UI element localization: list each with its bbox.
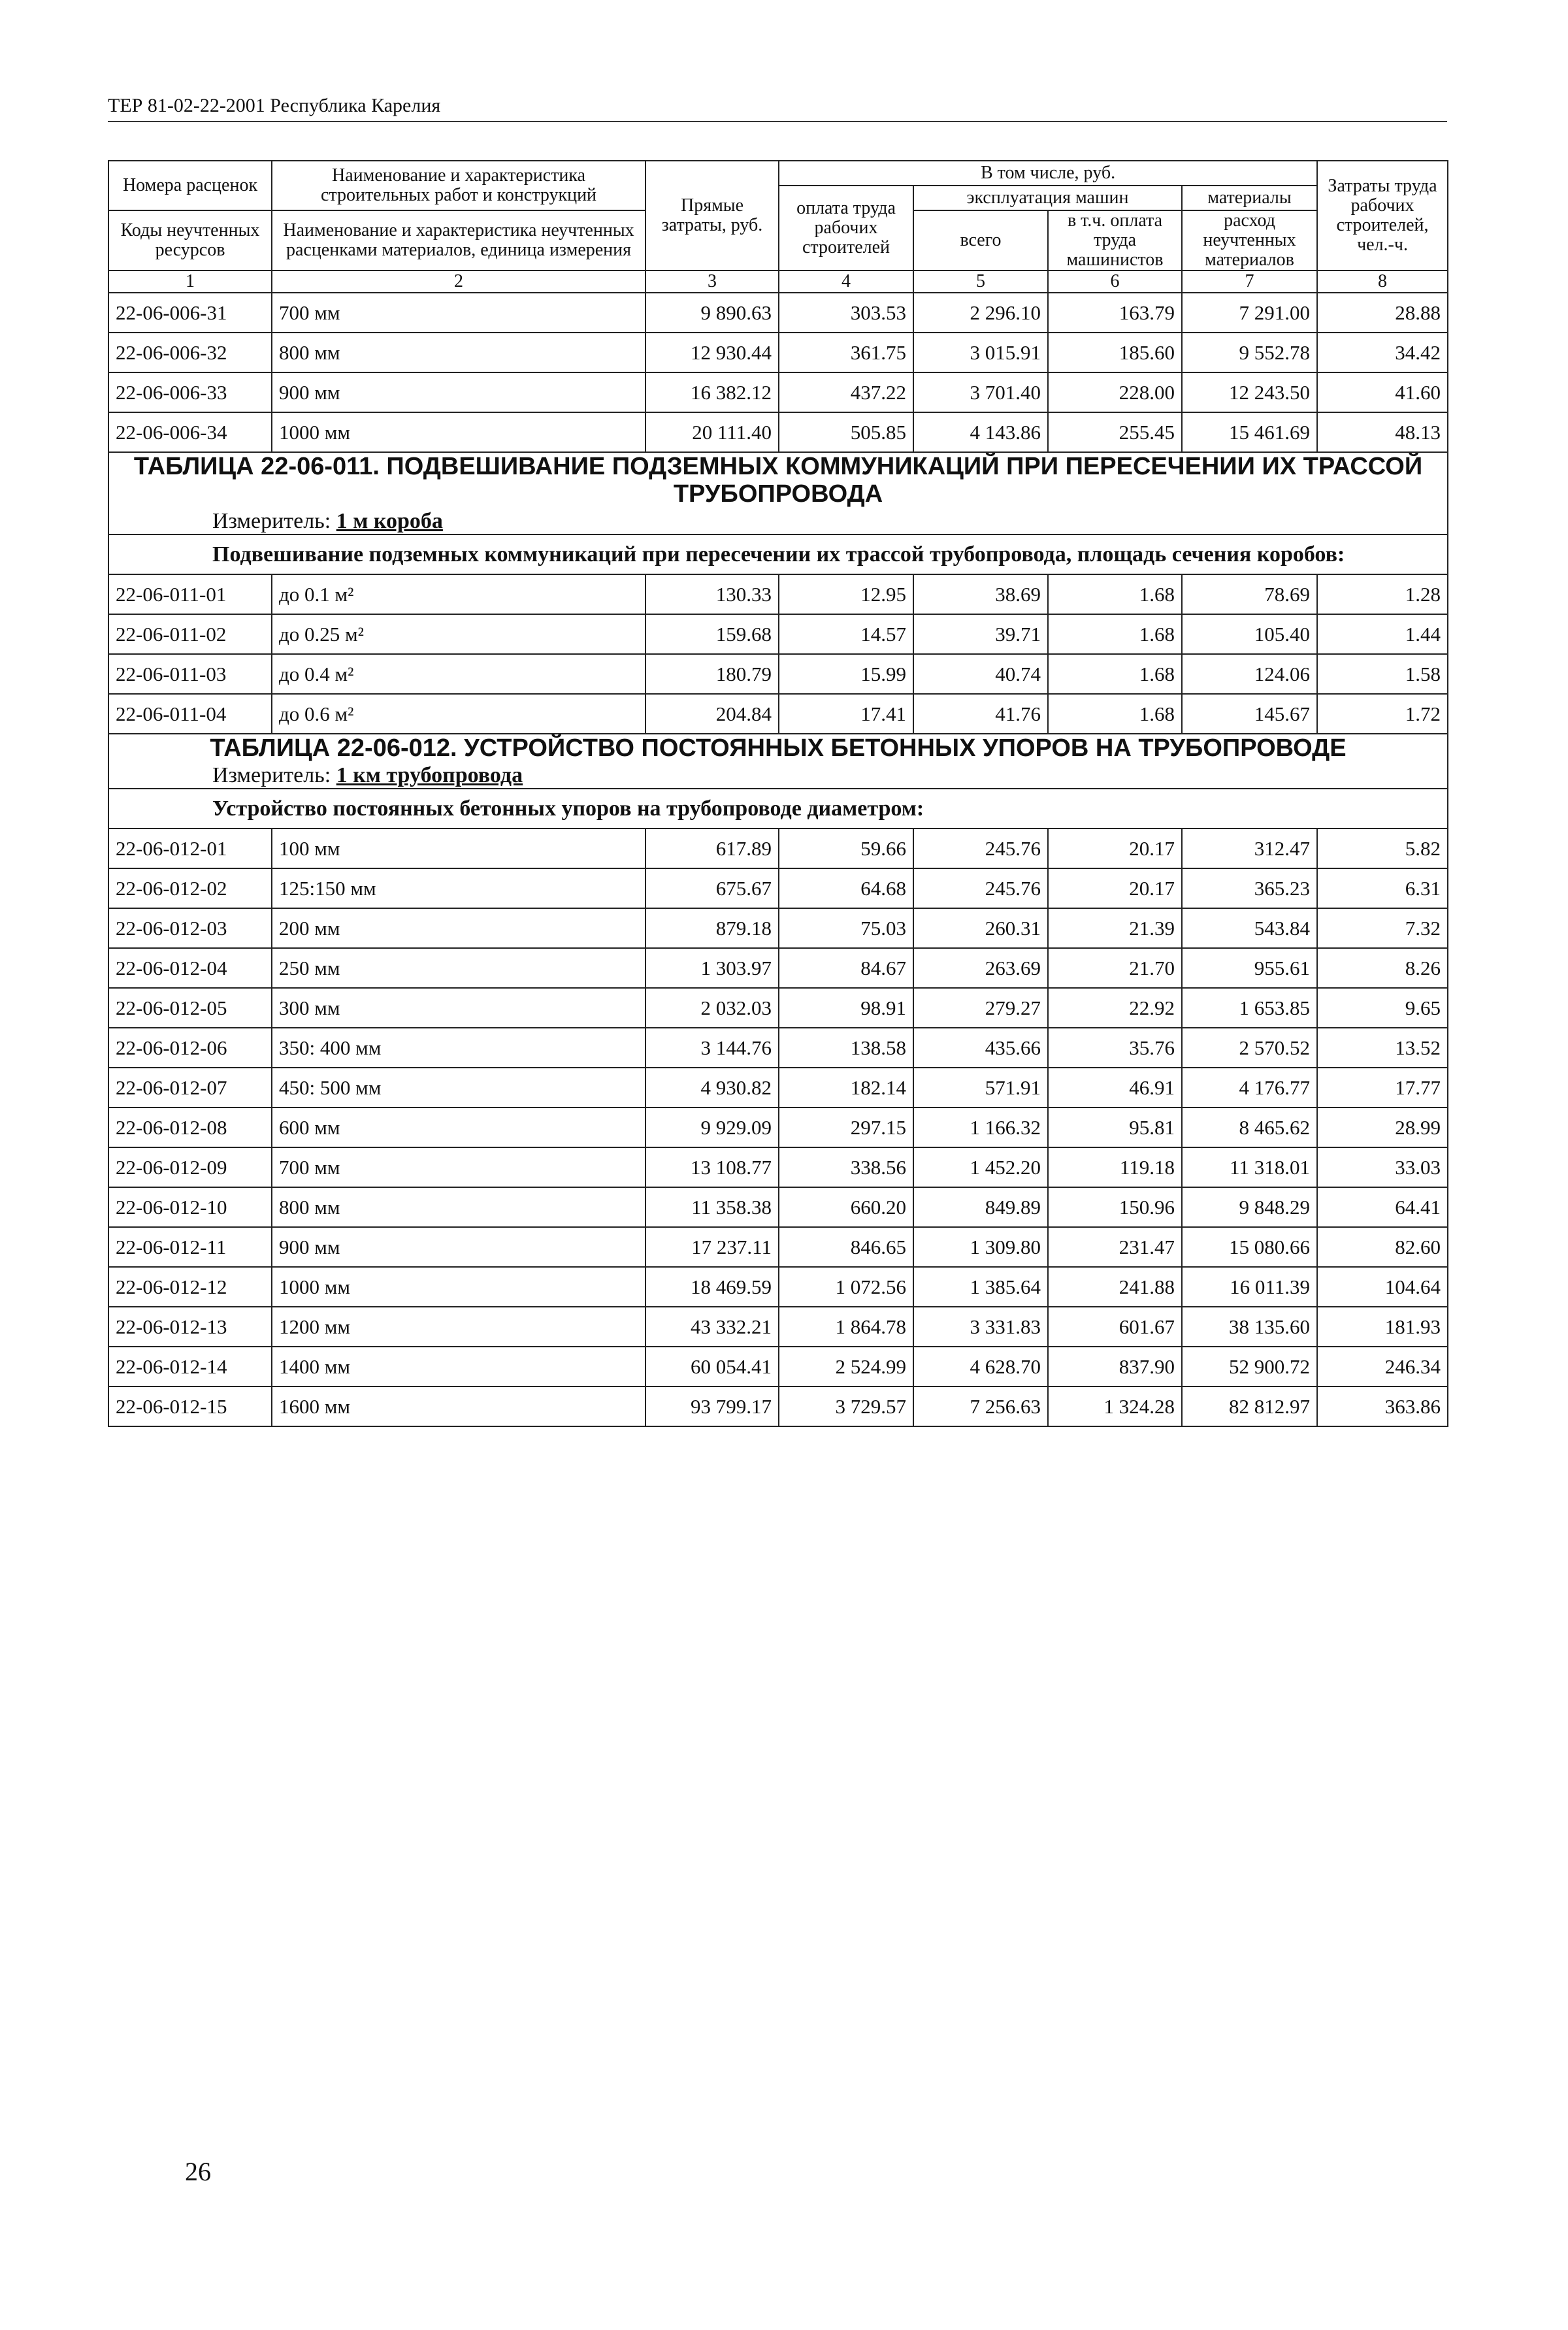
table-row (108, 1307, 1448, 1347)
labor-hours: 13.52 (1317, 1028, 1448, 1068)
rate-code: 22-06-012-03 (108, 908, 272, 948)
column-number: 5 (913, 271, 1048, 293)
labor-pay: 64.68 (779, 868, 913, 908)
materials: 2 570.52 (1182, 1028, 1317, 1068)
direct-costs: 60 054.41 (645, 1347, 779, 1387)
labor-pay: 14.57 (779, 614, 913, 654)
unit-label: Измеритель: (212, 763, 331, 787)
direct-costs: 204.84 (645, 694, 779, 734)
labor-hours: 7.32 (1317, 908, 1448, 948)
labor-hours: 1.28 (1317, 574, 1448, 614)
direct-costs: 9 890.63 (645, 293, 779, 333)
labor-hours: 363.86 (1317, 1387, 1448, 1426)
materials: 312.47 (1182, 829, 1317, 868)
header-labor-costs: Затраты труда рабочих строителей, чел.-ч. (1317, 161, 1448, 271)
page-number: 26 (185, 2157, 211, 2186)
column-number: 6 (1048, 271, 1182, 293)
labor-pay: 1 864.78 (779, 1307, 913, 1347)
labor-pay: 12.95 (779, 574, 913, 614)
materials: 8 465.62 (1182, 1108, 1317, 1147)
labor-hours: 181.93 (1317, 1307, 1448, 1347)
materials: 9 848.29 (1182, 1187, 1317, 1227)
rate-name: до 0.1 м² (272, 574, 645, 614)
table-row (108, 574, 1448, 614)
rate-code: 22-06-012-09 (108, 1147, 272, 1187)
labor-pay: 505.85 (779, 412, 913, 452)
table-row (108, 614, 1448, 654)
machine-costs: 4 628.70 (913, 1347, 1048, 1387)
materials: 955.61 (1182, 948, 1317, 988)
machinist-pay: 20.17 (1048, 829, 1182, 868)
machinist-pay: 163.79 (1048, 293, 1182, 333)
direct-costs: 13 108.77 (645, 1147, 779, 1187)
table-row (108, 1068, 1448, 1108)
materials: 105.40 (1182, 614, 1317, 654)
materials: 4 176.77 (1182, 1068, 1317, 1108)
labor-pay: 3 729.57 (779, 1387, 913, 1426)
rate-code: 22-06-011-04 (108, 694, 272, 734)
labor-pay: 182.14 (779, 1068, 913, 1108)
direct-costs: 17 237.11 (645, 1227, 779, 1267)
machinist-pay: 1.68 (1048, 654, 1182, 694)
machinist-pay: 22.92 (1048, 988, 1182, 1028)
machine-costs: 3 015.91 (913, 333, 1048, 372)
rate-name: 125:150 мм (272, 868, 645, 908)
header-materials-unaccounted: расход неучтенных материалов (1182, 210, 1317, 271)
machine-costs: 4 143.86 (913, 412, 1048, 452)
unit-value: 1 км трубопровода (336, 763, 523, 787)
machinist-pay: 95.81 (1048, 1108, 1182, 1147)
labor-hours: 6.31 (1317, 868, 1448, 908)
machinist-pay: 21.39 (1048, 908, 1182, 948)
machine-costs: 3 331.83 (913, 1307, 1048, 1347)
header-direct-costs: Прямые затраты, руб. (645, 161, 779, 271)
rate-code: 22-06-012-08 (108, 1108, 272, 1147)
machine-costs: 849.89 (913, 1187, 1048, 1227)
labor-hours: 1.58 (1317, 654, 1448, 694)
materials: 11 318.01 (1182, 1147, 1317, 1187)
column-number: 2 (272, 271, 645, 293)
machinist-pay: 228.00 (1048, 372, 1182, 412)
running-head: ТЕР 81-02-22-2001 Республика Карелия (108, 95, 1447, 122)
materials: 365.23 (1182, 868, 1317, 908)
rate-code: 22-06-012-06 (108, 1028, 272, 1068)
rate-name: 700 мм (272, 293, 645, 333)
rate-name: 1200 мм (272, 1307, 645, 1347)
unit-label: Измеритель: (212, 509, 331, 533)
direct-costs: 18 469.59 (645, 1267, 779, 1307)
machine-costs: 435.66 (913, 1028, 1048, 1068)
table-row (108, 1028, 1448, 1068)
direct-costs: 879.18 (645, 908, 779, 948)
machine-costs: 38.69 (913, 574, 1048, 614)
machine-costs: 263.69 (913, 948, 1048, 988)
table-row (108, 1187, 1448, 1227)
table-row (108, 1347, 1448, 1387)
rate-code: 22-06-012-11 (108, 1227, 272, 1267)
table-012-title: ТАБЛИЦА 22-06-012. УСТРОЙСТВО ПОСТОЯННЫХ БЕТОННЫХ УПОРОВ НА ТРУБОПРОВОДЕ (210, 734, 1347, 762)
labor-pay: 17.41 (779, 694, 913, 734)
table-row (108, 293, 1448, 333)
materials: 52 900.72 (1182, 1347, 1317, 1387)
machinist-pay: 241.88 (1048, 1267, 1182, 1307)
labor-pay: 59.66 (779, 829, 913, 868)
rate-code: 22-06-012-02 (108, 868, 272, 908)
machinist-pay: 1.68 (1048, 614, 1182, 654)
table-011-unit (212, 509, 1441, 534)
direct-costs: 617.89 (645, 829, 779, 868)
column-number: 3 (645, 271, 779, 293)
table-row (108, 694, 1448, 734)
labor-hours: 64.41 (1317, 1187, 1448, 1227)
labor-pay: 1 072.56 (779, 1267, 913, 1307)
table-row (108, 868, 1448, 908)
table-row (108, 829, 1448, 868)
table-row (108, 948, 1448, 988)
rate-code: 22-06-011-03 (108, 654, 272, 694)
rate-code: 22-06-012-14 (108, 1347, 272, 1387)
machine-costs: 3 701.40 (913, 372, 1048, 412)
header-machines-total: всего (913, 210, 1048, 271)
machine-costs: 39.71 (913, 614, 1048, 654)
machinist-pay: 20.17 (1048, 868, 1182, 908)
labor-hours: 28.99 (1317, 1108, 1448, 1147)
direct-costs: 159.68 (645, 614, 779, 654)
direct-costs: 20 111.40 (645, 412, 779, 452)
rate-name: 900 мм (272, 1227, 645, 1267)
rate-name: 700 мм (272, 1147, 645, 1187)
rate-name: 1000 мм (272, 1267, 645, 1307)
direct-costs: 16 382.12 (645, 372, 779, 412)
machinist-pay: 255.45 (1048, 412, 1182, 452)
labor-pay: 98.91 (779, 988, 913, 1028)
labor-pay: 297.15 (779, 1108, 913, 1147)
rate-code: 22-06-006-34 (108, 412, 272, 452)
materials: 82 812.97 (1182, 1387, 1317, 1426)
table-row (108, 412, 1448, 452)
rate-code: 22-06-006-32 (108, 333, 272, 372)
materials: 15 461.69 (1182, 412, 1317, 452)
labor-pay: 660.20 (779, 1187, 913, 1227)
table-row (108, 1227, 1448, 1267)
rate-name: до 0.6 м² (272, 694, 645, 734)
machinist-pay: 119.18 (1048, 1147, 1182, 1187)
rate-name: 900 мм (272, 372, 645, 412)
labor-hours: 34.42 (1317, 333, 1448, 372)
materials: 1 653.85 (1182, 988, 1317, 1028)
group-006-body (108, 293, 1448, 452)
rate-code: 22-06-012-07 (108, 1068, 272, 1108)
table-row (108, 1108, 1448, 1147)
header-code-bottom: Коды неучтенных ресурсов (108, 210, 272, 271)
machine-costs: 41.76 (913, 694, 1048, 734)
rate-code: 22-06-012-15 (108, 1387, 272, 1426)
rate-code: 22-06-006-31 (108, 293, 272, 333)
rates-table-wrap (108, 160, 1447, 1427)
materials: 16 011.39 (1182, 1267, 1317, 1307)
table-header (108, 161, 1448, 293)
column-number: 4 (779, 271, 913, 293)
materials: 9 552.78 (1182, 333, 1317, 372)
materials: 124.06 (1182, 654, 1317, 694)
machine-costs: 260.31 (913, 908, 1048, 948)
rate-name: 1600 мм (272, 1387, 645, 1426)
machine-costs: 40.74 (913, 654, 1048, 694)
machinist-pay: 46.91 (1048, 1068, 1182, 1108)
labor-pay: 303.53 (779, 293, 913, 333)
direct-costs: 3 144.76 (645, 1028, 779, 1068)
labor-pay: 437.22 (779, 372, 913, 412)
machinist-pay: 837.90 (1048, 1347, 1182, 1387)
unit-value: 1 м короба (336, 509, 443, 533)
direct-costs: 93 799.17 (645, 1387, 779, 1426)
machine-costs: 571.91 (913, 1068, 1048, 1108)
labor-hours: 246.34 (1317, 1347, 1448, 1387)
header-code-top: Номера расценок (108, 161, 272, 210)
machinist-pay: 1.68 (1048, 574, 1182, 614)
machinist-pay: 185.60 (1048, 333, 1182, 372)
direct-costs: 675.67 (645, 868, 779, 908)
rate-name: 600 мм (272, 1108, 645, 1147)
machine-costs: 1 452.20 (913, 1147, 1048, 1187)
materials: 543.84 (1182, 908, 1317, 948)
table-row (108, 654, 1448, 694)
materials: 15 080.66 (1182, 1227, 1317, 1267)
table-011-body (108, 574, 1448, 734)
table-011-title: ТАБЛИЦА 22-06-011. ПОДВЕШИВАНИЕ ПОДЗЕМНЫХ КОММУНИКАЦИЙ ПРИ ПЕРЕСЕЧЕНИИ ИХ ТРАССОЙ ТРУБОПРОВОДА (133, 453, 1423, 508)
table-011-subheading: Подвешивание подземных коммуникаций при пересечении их трассой трубопровода, площадь сечения коробов: (212, 542, 1345, 566)
table-row (108, 1267, 1448, 1307)
labor-hours: 5.82 (1317, 829, 1448, 868)
machinist-pay: 1.68 (1048, 694, 1182, 734)
table-012-heading (108, 734, 1448, 829)
direct-costs: 43 332.21 (645, 1307, 779, 1347)
machine-costs: 1 166.32 (913, 1108, 1048, 1147)
table-row (108, 988, 1448, 1028)
header-machines: эксплуатация машин (913, 186, 1182, 210)
labor-hours: 17.77 (1317, 1068, 1448, 1108)
direct-costs: 180.79 (645, 654, 779, 694)
direct-costs: 130.33 (645, 574, 779, 614)
rate-code: 22-06-012-04 (108, 948, 272, 988)
rate-name: 1400 мм (272, 1347, 645, 1387)
materials: 7 291.00 (1182, 293, 1317, 333)
labor-hours: 48.13 (1317, 412, 1448, 452)
table-row (108, 908, 1448, 948)
header-name-bottom: Наименование и характеристика неучтенных расценками материалов, единица измерения (272, 210, 645, 271)
rates-table (108, 160, 1448, 1427)
labor-pay: 2 524.99 (779, 1347, 913, 1387)
rate-code: 22-06-012-12 (108, 1267, 272, 1307)
rate-code: 22-06-012-05 (108, 988, 272, 1028)
labor-pay: 138.58 (779, 1028, 913, 1068)
machinist-pay: 231.47 (1048, 1227, 1182, 1267)
table-012-body (108, 829, 1448, 1426)
header-labor-pay: оплата труда рабочих строителей (779, 186, 913, 271)
machine-costs: 2 296.10 (913, 293, 1048, 333)
labor-hours: 33.03 (1317, 1147, 1448, 1187)
labor-hours: 8.26 (1317, 948, 1448, 988)
materials: 145.67 (1182, 694, 1317, 734)
column-number: 8 (1317, 271, 1448, 293)
direct-costs: 11 358.38 (645, 1187, 779, 1227)
materials: 38 135.60 (1182, 1307, 1317, 1347)
direct-costs: 9 929.09 (645, 1108, 779, 1147)
labor-hours: 104.64 (1317, 1267, 1448, 1307)
rate-name: до 0.25 м² (272, 614, 645, 654)
labor-hours: 41.60 (1317, 372, 1448, 412)
table-row (108, 1387, 1448, 1426)
labor-hours: 28.88 (1317, 293, 1448, 333)
materials: 78.69 (1182, 574, 1317, 614)
materials: 12 243.50 (1182, 372, 1317, 412)
rate-name: 200 мм (272, 908, 645, 948)
table-row (108, 333, 1448, 372)
rate-name: 800 мм (272, 1187, 645, 1227)
column-number: 7 (1182, 271, 1317, 293)
table-row (108, 1147, 1448, 1187)
rate-name: 800 мм (272, 333, 645, 372)
rate-name: 300 мм (272, 988, 645, 1028)
rate-code: 22-06-011-02 (108, 614, 272, 654)
rate-code: 22-06-006-33 (108, 372, 272, 412)
labor-pay: 338.56 (779, 1147, 913, 1187)
rate-name: 350: 400 мм (272, 1028, 645, 1068)
table-012-unit (212, 763, 1441, 788)
machine-costs: 279.27 (913, 988, 1048, 1028)
labor-pay: 75.03 (779, 908, 913, 948)
labor-pay: 15.99 (779, 654, 913, 694)
labor-hours: 82.60 (1317, 1227, 1448, 1267)
header-including: В том числе, руб. (779, 161, 1317, 186)
machinist-pay: 150.96 (1048, 1187, 1182, 1227)
labor-hours: 1.72 (1317, 694, 1448, 734)
table-011-heading (108, 452, 1448, 574)
machine-costs: 245.76 (913, 829, 1048, 868)
rate-name: 1000 мм (272, 412, 645, 452)
rate-name: 250 мм (272, 948, 645, 988)
rate-name: до 0.4 м² (272, 654, 645, 694)
direct-costs: 1 303.97 (645, 948, 779, 988)
labor-hours: 1.44 (1317, 614, 1448, 654)
labor-hours: 9.65 (1317, 988, 1448, 1028)
header-materials: материалы (1182, 186, 1317, 210)
machine-costs: 1 385.64 (913, 1267, 1048, 1307)
rate-name: 100 мм (272, 829, 645, 868)
machinist-pay: 1 324.28 (1048, 1387, 1182, 1426)
direct-costs: 2 032.03 (645, 988, 779, 1028)
rate-code: 22-06-012-01 (108, 829, 272, 868)
machine-costs: 245.76 (913, 868, 1048, 908)
labor-pay: 361.75 (779, 333, 913, 372)
column-number: 1 (108, 271, 272, 293)
machine-costs: 7 256.63 (913, 1387, 1048, 1426)
machinist-pay: 21.70 (1048, 948, 1182, 988)
header-machinist-pay: в т.ч. оплата труда машинистов (1048, 210, 1182, 271)
machine-costs: 1 309.80 (913, 1227, 1048, 1267)
machinist-pay: 35.76 (1048, 1028, 1182, 1068)
rate-code: 22-06-011-01 (108, 574, 272, 614)
labor-pay: 846.65 (779, 1227, 913, 1267)
rate-code: 22-06-012-13 (108, 1307, 272, 1347)
machinist-pay: 601.67 (1048, 1307, 1182, 1347)
rate-code: 22-06-012-10 (108, 1187, 272, 1227)
labor-pay: 84.67 (779, 948, 913, 988)
table-row (108, 372, 1448, 412)
rate-name: 450: 500 мм (272, 1068, 645, 1108)
header-name-top: Наименование и характеристика строительных работ и конструкций (272, 161, 645, 210)
direct-costs: 4 930.82 (645, 1068, 779, 1108)
table-012-subheading: Устройство постоянных бетонных упоров на трубопроводе диаметром: (212, 796, 924, 821)
direct-costs: 12 930.44 (645, 333, 779, 372)
